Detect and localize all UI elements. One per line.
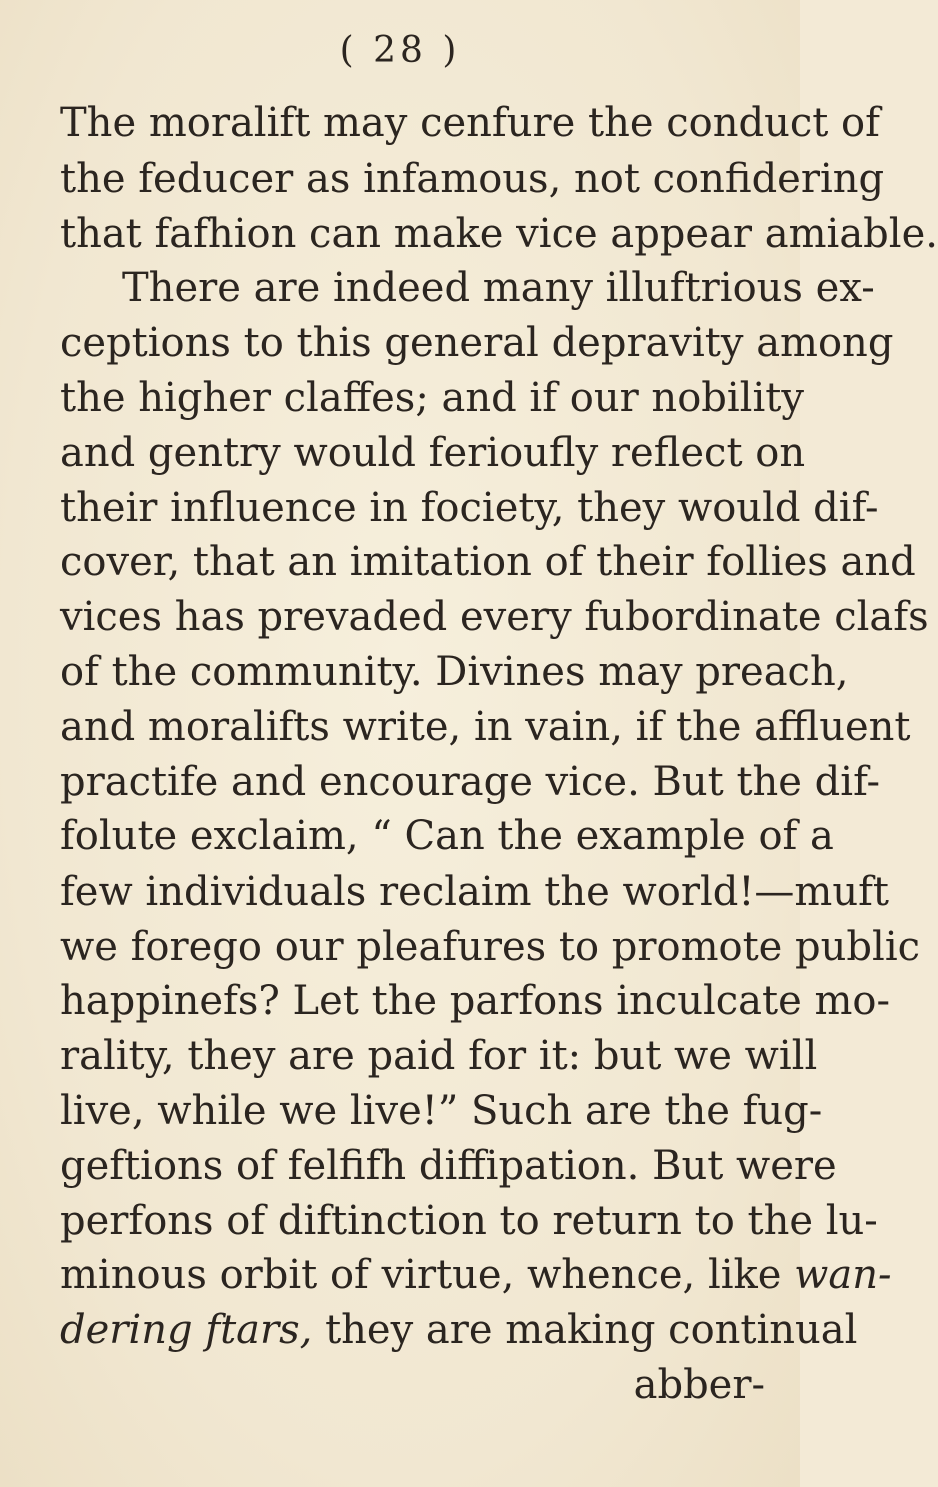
text-line: vices has prevaded every fubordinate clafs [60, 594, 929, 640]
catchword: abber- [633, 1362, 765, 1408]
text-line: that fafhion can make vice appear amiable. [60, 211, 938, 257]
text-line: practife and encourage vice. But the dif- [60, 759, 880, 805]
text-line [60, 1307, 858, 1353]
text-line: ceptions to this general depravity among [60, 320, 894, 366]
text-line: happinefs? Let the parfons inculcate mo- [60, 978, 890, 1024]
page-number: ( 28 ) [339, 30, 461, 71]
text-line: rality, they are paid for it: but we will [60, 1033, 818, 1079]
text-line: we forego our pleafures to promote public [60, 924, 921, 970]
text-line: cover, that an imitation of their follies and [60, 539, 916, 585]
text-line: their influence in fociety, they would dif- [60, 485, 879, 531]
italic-phrase-start: wan- [794, 1252, 892, 1298]
text-line: The moralift may cenfure the conduct of [60, 100, 880, 146]
text-line: few individuals reclaim the world!—muft [60, 869, 890, 915]
text-line: perfons of diftinction to return to the lu- [60, 1198, 878, 1244]
text-line: folute exclaim, “ Can the example of a [60, 813, 834, 859]
text-line: the feducer as infamous, not confidering [60, 156, 885, 202]
text-line: and gentry would ferioufly reflect on [60, 430, 806, 476]
text-line-rest: they are making continual [325, 1307, 858, 1353]
text-line: live, while we live!” Such are the fug- [60, 1088, 823, 1134]
text-line: of the community. Divines may preach, [60, 649, 849, 695]
text-line: the higher claffes; and if our nobility [60, 375, 804, 421]
text-line: There are indeed many illuftrious ex- [122, 265, 875, 311]
text-line-start: minous orbit of virtue, whence, like [60, 1252, 782, 1298]
text-line: and moralifts write, in vain, if the affluent [60, 704, 911, 750]
italic-phrase-end: dering ftars, [60, 1307, 313, 1353]
text-line: geftions of felfifh diffipation. But were [60, 1143, 837, 1189]
text-line [60, 1252, 892, 1298]
